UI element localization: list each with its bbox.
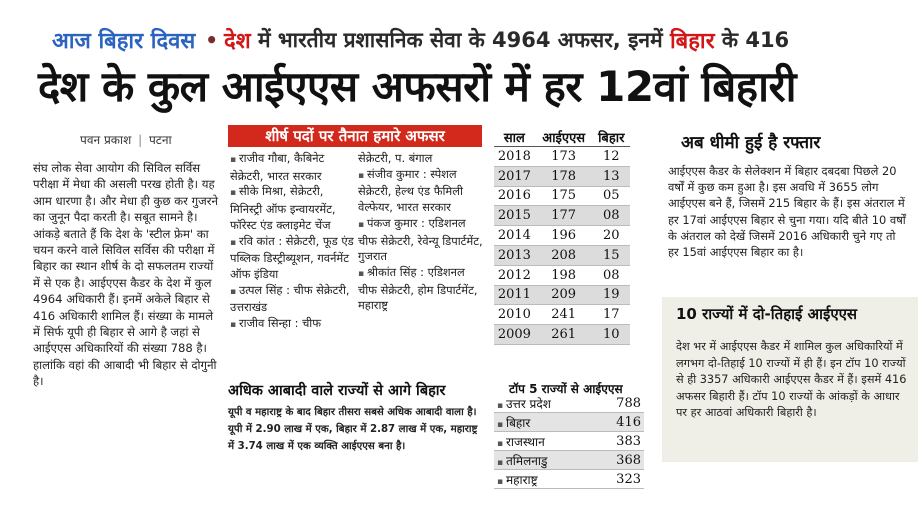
headline: देश के कुल आईएएस अफसरों में हर 12वां बिहारी	[38, 62, 797, 111]
bihar-cell: 17	[593, 305, 630, 325]
state-name: ▪ बिहार	[494, 413, 593, 432]
state-name: ▪ उत्तर प्रदेश	[494, 394, 593, 413]
ias-cell: 173	[535, 147, 593, 167]
kicker-bullet: •	[205, 28, 219, 52]
state-count: 368	[593, 451, 644, 470]
bihar-cell: 08	[593, 206, 630, 226]
top-states-table	[494, 394, 644, 489]
byline-author: पवन प्रकाश	[80, 133, 132, 147]
officer-item: ▪ श्रीकांत सिंह : एडिशनल चीफ सेक्रेटरी, होम डिपार्टमेंट, महाराष्ट्र	[358, 265, 484, 314]
bihar-cell: 05	[593, 186, 630, 206]
table-row	[494, 470, 644, 489]
bihar-cell: 13	[593, 166, 630, 186]
pace-article-text: आईएएस कैडर के सेलेक्शन में बिहार दबदबा पिछले 20 वर्षों में कुछ कम हुआ है। इस अवधि में 3655 लोग आईएएस बने हैं, जिसमें 215 बिहार के हैं। इस अंतराल में हर 17वां आईएएस बिहार से चुना गया। यदि बीते 10 वर्षों के अंतराल को देखें जिसमें 2016 अधिकारी चुने गए तो हर 15वां आईएएस बिहार का है।	[668, 164, 906, 260]
year-cell: 2016	[494, 186, 535, 206]
table-row	[494, 305, 630, 325]
kicker-bihar: बिहार	[669, 29, 715, 54]
table-row	[494, 285, 630, 305]
kicker-line	[52, 22, 789, 58]
table-row	[494, 265, 630, 285]
table-row	[494, 432, 644, 451]
year-cell: 2012	[494, 265, 535, 285]
kicker-desh: देश	[224, 29, 251, 54]
officers-box-title: शीर्ष पदों पर तैनात हमारे अफसर	[228, 125, 482, 147]
officers-column-left	[230, 151, 356, 334]
officer-item: ▪ उत्पल सिंह : चीफ सेक्रेटरी, उत्तराखंड	[230, 283, 356, 316]
year-cell: 2017	[494, 166, 535, 186]
year-cell: 2015	[494, 206, 535, 226]
table-row	[494, 394, 644, 413]
year-cell: 2014	[494, 226, 535, 246]
ias-cell: 261	[535, 325, 593, 345]
byline-city: पटना	[148, 133, 172, 147]
table-row	[494, 226, 630, 246]
table-row	[494, 413, 644, 432]
bihar-cell: 08	[593, 265, 630, 285]
ias-cell: 196	[535, 226, 593, 246]
table-row	[494, 325, 630, 345]
top10-box-text: देश भर में आईएएस कैडर में शामिल कुल अधिकारियों में लगभग दो-तिहाई 10 राज्यों में ही हैं। इन टॉप 10 राज्यों से ही 3357 अधिकारी आईएएस कैडर में हैं। इसमें 416 अफसर बिहारी हैं। टॉप 10 राज्यों के आंकड़ों के आधार पर हर आठवां अधिकारी बिहारी है।	[676, 340, 907, 420]
ias-cell: 177	[535, 206, 593, 226]
state-count: 323	[593, 470, 644, 489]
officer-item: ▪ संजीव कुमार : स्पेशल सेक्रेटरी, हेल्थ एंड फैमिली वेल्फेयर, भारत सरकार	[358, 167, 484, 216]
kicker-text-1: में भारतीय प्रशासनिक सेवा के 4964 अफसर, इनमें	[250, 28, 670, 52]
left-article-text: संघ लोक सेवा आयोग की सिविल सर्विस परीक्षा में मेधा की असली परख होती है। यह आम धारणा है। और मेधा ही कुछ कर गुजरने का जुनून पैदा करती है। सबूत सामने है। आंकड़े बताते हैं कि देश के 'स्टील फ्रेम' का चयन करने वाले सिविल सर्विस की परीक्षा में बिहार का स्थान शीर्ष के दो सफलतम राज्यों में से एक है। आईएएस कैडर के देश में कुल 4964 अधिकारी हैं। इनमें अकेले बिहार से 416 अधिकारी शामिल हैं। संख्या के मामले में सिर्फ यूपी ही बिहार से आगे है जहां से आईएएस अधिकारियों की संख्या 788 है। हालांकि वहां की आबादी भी बिहार से दोगुनी है।	[33, 161, 218, 389]
table-row	[494, 147, 630, 167]
table-row	[494, 186, 630, 206]
officer-item-continued: सेक्रेटरी, प. बंगाल	[358, 151, 433, 165]
year-cell: 2009	[494, 325, 535, 345]
year-cell: 2013	[494, 245, 535, 265]
bihar-cell: 19	[593, 285, 630, 305]
state-name: ▪ महाराष्ट्र	[494, 470, 593, 489]
state-name: ▪ राजस्थान	[494, 432, 593, 451]
top-states-title: टॉप 5 राज्यों से आईएएस	[509, 382, 623, 396]
officer-item: ▪ पंकज कुमार : एडिशनल चीफ सेक्रेटरी, रेवेन्यू डिपार्टमेंट, गुजरात	[358, 216, 484, 265]
left-article	[33, 160, 223, 390]
ias-cell: 175	[535, 186, 593, 206]
table-row	[494, 206, 630, 226]
year-cell: 2011	[494, 285, 535, 305]
bihar-cell: 20	[593, 226, 630, 246]
bihar-cell: 10	[593, 325, 630, 345]
population-note-head: अधिक आबादी वाले राज्यों से आगे बिहार	[228, 383, 446, 399]
officers-column-right	[358, 151, 484, 314]
ias-header: आईएएस	[535, 128, 593, 147]
officer-item: ▪ रवि कांत : सेक्रेटरी, फूड एंड पब्लिक डिस्ट्रीब्यूशन, गवर्नमेंट ऑफ इंडिया	[230, 234, 356, 283]
state-count: 383	[593, 432, 644, 451]
bihar-cell: 12	[593, 147, 630, 167]
year-cell: 2018	[494, 147, 535, 167]
ias-cell: 208	[535, 245, 593, 265]
ias-cell: 178	[535, 166, 593, 186]
year-table	[494, 128, 630, 345]
byline-separator: |	[138, 133, 143, 147]
officer-item: ▪ राजीव गौबा, कैबिनेट सेक्रेटरी, भारत सरकार	[230, 151, 356, 184]
table-row	[494, 166, 630, 186]
year-table-header	[494, 128, 630, 147]
year-cell: 2010	[494, 305, 535, 325]
ias-cell: 241	[535, 305, 593, 325]
pace-article-head: अब धीमी हुई है रफ्तार	[681, 133, 821, 153]
officer-item: ▪ राजीव सिन्हा : चीफ	[230, 316, 356, 334]
state-count: 788	[593, 394, 644, 413]
ias-cell: 198	[535, 265, 593, 285]
population-note-text: यूपी व महाराष्ट्र के बाद बिहार तीसरा सबसे अधिक आबादी वाला है। यूपी में 2.90 लाख में एक, बिहार में 2.87 लाख में एक, महाराष्ट्र में 3.74 लाख में एक व्यक्ति आईएएस बना है।	[228, 407, 478, 452]
state-name: ▪ तमिलनाडु	[494, 451, 593, 470]
bihar-header: बिहार	[593, 128, 630, 147]
top10-box-head: 10 राज्यों में दो-तिहाई आईएएस	[676, 305, 858, 323]
table-row	[494, 245, 630, 265]
table-row	[494, 451, 644, 470]
kicker-text-2: के 416	[714, 28, 790, 52]
year-header: साल	[494, 128, 535, 147]
state-count: 416	[593, 413, 644, 432]
byline	[80, 131, 172, 148]
officer-item: ▪ सीके मिश्रा, सेक्रेटरी, मिनिस्ट्री ऑफ इन्वायरमेंट, फॉरेस्ट एंड क्लाइमेट चेंज	[230, 184, 356, 233]
ias-cell: 209	[535, 285, 593, 305]
kicker-label: आज बिहार दिवस	[52, 29, 196, 54]
bihar-cell: 15	[593, 245, 630, 265]
